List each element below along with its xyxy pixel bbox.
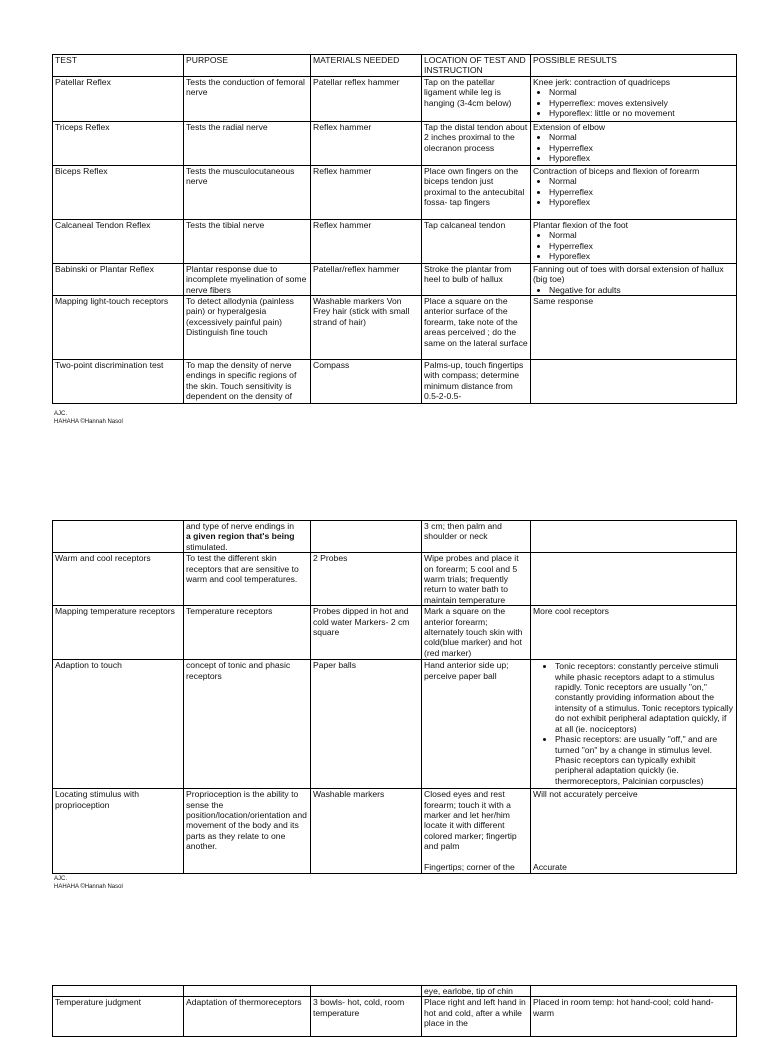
result-extra: Accurate xyxy=(533,861,567,872)
cell-test: Temperature judgment xyxy=(53,997,184,1037)
cell-materials: 2 Probes xyxy=(311,553,422,606)
cell-results: Same response xyxy=(531,296,737,360)
cell-materials: Washable markers Von Frey hair (stick with small strand of hair) xyxy=(311,296,422,360)
page-footer xyxy=(54,875,123,891)
result-text: Contraction of biceps and flexion of forearm xyxy=(533,165,700,176)
list-item: • Hyporeflex xyxy=(549,197,734,207)
table-row xyxy=(53,360,737,404)
list-item: • Negative for adults xyxy=(549,285,734,295)
cell-test: Locating stimulus with proprioception xyxy=(53,789,184,874)
cell-test: Babinski or Plantar Reflex xyxy=(53,263,184,295)
cell-location: Mark a square on the anterior forearm; alternately touch skin with cold(blue marker) and hot (red marker) xyxy=(422,606,531,660)
cell-location: Place right and left hand in hot and cold, after a while place in the xyxy=(422,997,531,1037)
list-item: • Hyperreflex xyxy=(549,143,734,153)
cell-test: Biceps Reflex xyxy=(53,165,184,219)
cell-materials: Reflex hammer xyxy=(311,121,422,165)
table-row xyxy=(53,121,737,165)
purpose-line: stimulated. xyxy=(186,541,228,552)
purpose-line-bold: a given region that's being xyxy=(186,531,295,542)
table-row xyxy=(53,553,737,606)
result-list xyxy=(533,176,734,207)
result-text: Fanning out of toes with dorsal extension of hallux (big toe) xyxy=(533,263,724,285)
cell-test xyxy=(53,521,184,553)
cell-test xyxy=(53,986,184,997)
cell-test: Triceps Reflex xyxy=(53,121,184,165)
cell-materials: Reflex hammer xyxy=(311,165,422,219)
list-item: • Hyporeflex xyxy=(549,153,734,163)
cell-purpose: Tests the radial nerve xyxy=(184,121,311,165)
lab-table-page1 xyxy=(52,54,737,404)
cell-results xyxy=(531,263,737,295)
header-results: POSSIBLE RESULTS xyxy=(531,55,737,77)
cell-materials: Patellar reflex hammer xyxy=(311,76,422,121)
table-row xyxy=(53,606,737,660)
cell-materials xyxy=(311,986,422,997)
cell-location: Tap calcaneal tendon xyxy=(422,219,531,263)
result-text: Knee jerk: contraction of quadriceps xyxy=(533,76,671,87)
purpose-line: and type of nerve endings in xyxy=(186,521,294,531)
cell-materials: Compass xyxy=(311,360,422,404)
cell-materials: Reflex hammer xyxy=(311,219,422,263)
location-main: Closed eyes and rest forearm; touch it with a marker and let her/him locate it with different colored marker; fingertip and palm xyxy=(424,789,517,852)
page-footer xyxy=(54,410,123,426)
cell-materials: Probes dipped in hot and cold water Markers- 2 cm square xyxy=(311,606,422,660)
cell-location: Hand anterior side up; perceive paper ball xyxy=(422,660,531,789)
cell-test: Two-point discrimination test xyxy=(53,360,184,404)
list-item: • Hyporeflex: little or no movement xyxy=(549,108,734,118)
cell-results xyxy=(531,521,737,553)
cell-purpose xyxy=(184,986,311,997)
list-item: • Hyporeflex xyxy=(549,251,734,261)
table-row xyxy=(53,296,737,360)
cell-purpose: Proprioception is the ability to sense the position/location/orientation and movement of the body and its parts as they relate to one another. xyxy=(184,789,311,874)
cell-results: Placed in room temp: hot hand-cool; cold hand-warm xyxy=(531,997,737,1037)
table-row-continued xyxy=(53,521,737,553)
cell-materials: Paper balls xyxy=(311,660,422,789)
cell-results xyxy=(531,165,737,219)
result-list xyxy=(533,230,734,261)
cell-purpose: To detect allodynia (painless pain) or hyperalgesia (excessively painful pain) Distinguish fine touch xyxy=(184,296,311,360)
cell-results xyxy=(531,660,737,789)
cell-purpose: To map the density of nerve endings in specific regions of the skin. Touch sensitivity is dependent on the density of xyxy=(184,360,311,404)
list-item: • Hyperreflex: moves extensively xyxy=(549,98,734,108)
footer-credit: HAHAHA ©Hannah Nasol xyxy=(54,419,123,425)
header-materials: MATERIALS NEEDED xyxy=(311,55,422,77)
header-purpose: PURPOSE xyxy=(184,55,311,77)
list-item: • Phasic receptors: are usually "off," and are turned "on" by a change in stimulus level. Phasic receptors can typically exhibit peripheral adaptation quickly (ie. thermoreceptors, Palcinian corpuscles) xyxy=(555,734,734,786)
list-item: • Normal xyxy=(549,230,734,240)
cell-materials: 3 bowls- hot, cold, room temperature xyxy=(311,997,422,1037)
cell-location: Palms-up, touch fingertips with compass; determine minimum distance from 0.5-2-0.5- xyxy=(422,360,531,404)
footer-initials: AJC. xyxy=(54,876,68,882)
result-text: Extension of elbow xyxy=(533,121,606,132)
cell-materials xyxy=(311,521,422,553)
cell-purpose: concept of tonic and phasic receptors xyxy=(184,660,311,789)
cell-location: Tap on the patellar ligament while leg is hanging (3-4cm below) xyxy=(422,76,531,121)
cell-location: Place a square on the anterior surface of the forearm, take note of the areas perceived ; do the same on the lateral surface xyxy=(422,296,531,360)
result-list xyxy=(533,132,734,163)
cell-location: 3 cm; then palm and shoulder or neck xyxy=(422,521,531,553)
cell-location xyxy=(422,789,531,874)
list-item: • Normal xyxy=(549,87,734,97)
cell-results xyxy=(531,360,737,404)
result-list xyxy=(533,285,734,295)
list-item: • Normal xyxy=(549,176,734,186)
cell-results xyxy=(531,121,737,165)
cell-test: Mapping temperature receptors xyxy=(53,606,184,660)
cell-purpose: Tests the conduction of femoral nerve xyxy=(184,76,311,121)
lab-table-page2 xyxy=(52,520,737,874)
cell-location: eye, earlobe, tip of chin xyxy=(422,986,531,997)
table-row xyxy=(53,263,737,295)
result-list xyxy=(533,660,734,786)
cell-purpose: Plantar response due to incomplete myelination of some nerve fibers xyxy=(184,263,311,295)
table-row xyxy=(53,789,737,874)
cell-materials: Washable markers xyxy=(311,789,422,874)
location-extra: Fingertips; corner of the xyxy=(424,861,515,872)
table-row xyxy=(53,165,737,219)
result-list xyxy=(533,87,734,118)
list-item: • Hyperreflex xyxy=(549,187,734,197)
cell-test: Calcaneal Tendon Reflex xyxy=(53,219,184,263)
cell-results xyxy=(531,219,737,263)
cell-test: Adaption to touch xyxy=(53,660,184,789)
cell-results xyxy=(531,76,737,121)
cell-purpose: To test the different skin receptors that are sensitive to warm and cool temperatures. xyxy=(184,553,311,606)
result-text: Plantar flexion of the foot xyxy=(533,219,629,230)
cell-materials: Patellar/reflex hammer xyxy=(311,263,422,295)
footer-initials: AJC. xyxy=(54,411,68,417)
cell-location: Stroke the plantar from heel to bulb of hallux xyxy=(422,263,531,295)
cell-purpose: Adaptation of thermoreceptors xyxy=(184,997,311,1037)
cell-purpose xyxy=(184,521,311,553)
footer-credit: HAHAHA ©Hannah Nasol xyxy=(54,884,123,890)
table-row-continued xyxy=(53,986,737,997)
cell-purpose: Tests the tibial nerve xyxy=(184,219,311,263)
cell-results xyxy=(531,789,737,874)
cell-results xyxy=(531,553,737,606)
table-header-row xyxy=(53,55,737,77)
cell-results: More cool receptors xyxy=(531,606,737,660)
cell-test: Warm and cool receptors xyxy=(53,553,184,606)
table-row xyxy=(53,76,737,121)
list-item: • Hyperreflex xyxy=(549,241,734,251)
header-location: LOCATION OF TEST AND INSTRUCTION xyxy=(422,55,531,77)
list-item: • Normal xyxy=(549,132,734,142)
table-row xyxy=(53,997,737,1037)
cell-location: Tap the distal tendon about 2 inches proximal to the olecranon process xyxy=(422,121,531,165)
cell-location: Wipe probes and place it on forearm; 5 cool and 5 warm trials; frequently return to water bath to maintain temperature xyxy=(422,553,531,606)
result-text: Will not accurately perceive xyxy=(533,789,638,800)
table-row xyxy=(53,660,737,789)
table-row xyxy=(53,219,737,263)
list-item: • Tonic receptors: constantly perceive stimuli while phasic receptors adapt to a stimulus rapidly. Tonic receptors are usually "on," constantly providing information about the intensity of a stimulus. Tonic receptors typically do not exhibit peripheral adaptation quickly, if at all (ie. nociceptors) xyxy=(555,661,734,734)
cell-purpose: Temperature receptors xyxy=(184,606,311,660)
cell-results xyxy=(531,986,737,997)
header-test: TEST xyxy=(53,55,184,77)
cell-test: Patellar Reflex xyxy=(53,76,184,121)
cell-location: Place own fingers on the biceps tendon just proximal to the antecubital fossa- tap fingers xyxy=(422,165,531,219)
cell-test: Mapping light-touch receptors xyxy=(53,296,184,360)
cell-purpose: Tests the musculocutaneous nerve xyxy=(184,165,311,219)
lab-table-page3 xyxy=(52,985,737,1037)
